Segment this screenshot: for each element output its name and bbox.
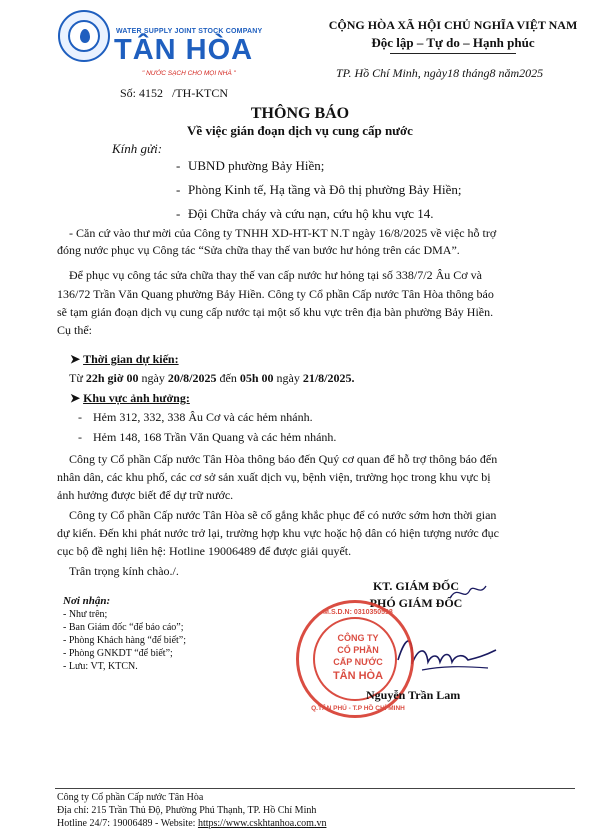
paragraph-line: Để phục vụ công tác sửa chữa thay thế van cấp nước hư hỏng tại số 338/7/2 Âu Cơ và bbox=[69, 268, 482, 282]
paragraph-line: ảnh hưởng được biết để dự trữ nước. bbox=[57, 488, 234, 502]
place-date: TP. Hồ Chí Minh, ngày18 tháng8 năm2025 bbox=[336, 66, 544, 80]
footer-divider bbox=[55, 788, 575, 789]
company-seal: M.S.D.N: 0310350598 CÔNG TY CỔ PHẦN CẤP NƯỚC TÂN HÒA Q.TÂN PHÚ - T.P HỒ CHÍ MINH bbox=[296, 600, 414, 718]
distribution-item: - Như trên; bbox=[63, 609, 108, 620]
paragraph-line: 136/72 Trần Văn Quang phường Bảy Hiền. Công ty Cổ phần Cấp nước Tân Hòa thông báo bbox=[57, 287, 494, 301]
area-item: - Hẻm 312, 332, 338 Âu Cơ và các hẻm nhánh. bbox=[78, 410, 313, 424]
paragraph-line: đóng nước phục vụ Công tác “Sửa chữa thay thế van bước hư hỏng trên các DMA”. bbox=[57, 243, 460, 257]
area-item: - Hẻm 148, 168 Trần Văn Quang và các hẻm nhánh. bbox=[78, 430, 337, 444]
closing-line: Trân trọng kính chào./. bbox=[69, 564, 179, 578]
paragraph-line: dự kiến. Đến khi phát nước trở lại, trường hợp khu vực hoặc hộ dân có hiện tượng nước đục bbox=[57, 526, 500, 540]
distribution-item: - Lưu: VT, KTCN. bbox=[63, 661, 138, 672]
logo-name: TÂN HÒA bbox=[114, 34, 254, 66]
paragraph-line: sẽ tạm gián đoạn dịch vụ cung cấp nước tại một số khu vực trên địa bàn phường Bảy Hiền. bbox=[57, 305, 494, 319]
arrow-right-icon: ➤ bbox=[70, 391, 81, 405]
paragraph-line: Công ty Cổ phần Cấp nước Tân Hòa sẽ cố gắng khắc phục để có nước sớm hơn thời gian bbox=[69, 508, 497, 522]
recipient-item: - Phòng Kinh tế, Hạ tầng và Đô thị phường Bảy Hiền; bbox=[176, 182, 462, 197]
footer-contact: Hotline 24/7: 19006489 - Website: https://www.cskhtanhoa.com.vn bbox=[57, 818, 327, 829]
website-link[interactable]: https://www.cskhtanhoa.com.vn bbox=[197, 818, 327, 829]
distribution-item: - Ban Giám đốc “để báo cáo”; bbox=[63, 622, 184, 633]
footer-address: Địa chỉ: 215 Trần Thủ Độ, Phường Phú Thạnh, TP. Hồ Chí Minh bbox=[57, 805, 317, 816]
paragraph-line: Công ty Cổ phần Cấp nước Tân Hòa thông báo đến Quý cơ quan để hỗ trợ thông báo đến bbox=[69, 452, 498, 466]
logo-tagline: " NƯỚC SẠCH CHO MỌI NHÀ " bbox=[142, 70, 236, 77]
time-heading: ➤ Thời gian dự kiến: bbox=[70, 352, 179, 366]
area-heading: ➤ Khu vực ảnh hưởng: bbox=[70, 391, 190, 405]
recipient-item: - UBND phường Bảy Hiền; bbox=[176, 158, 325, 173]
time-range: Từ 22h giờ 00 ngày 20/8/2025 đến 05h 00 ngày 21/8/2025. bbox=[69, 371, 355, 385]
page-subtitle: Về việc gián đoạn dịch vụ cung cấp nước bbox=[187, 123, 413, 138]
initial-scribble bbox=[448, 582, 488, 604]
motto-underline bbox=[390, 53, 516, 54]
doc-number bbox=[120, 86, 228, 101]
paragraph-line: - Căn cứ vào thư mời của Công ty TNHH XD-HT-KT N.T ngày 16/8/2025 về việc hỗ trợ bbox=[69, 226, 497, 240]
signature-title: KT. GIÁM ĐỐC bbox=[372, 579, 460, 593]
distribution-item: - Phòng Khách hàng “để biết”; bbox=[63, 635, 187, 646]
doc-number-prefix: Số: 4152 bbox=[120, 86, 164, 100]
footer-company: Công ty Cổ phần Cấp nước Tân Hòa bbox=[57, 792, 204, 803]
logo-badge-icon bbox=[58, 10, 110, 62]
paragraph-line: nhân dân, các khu phố, các cơ sở sản xuất dịch vụ, bệnh viện, trường học trong khu vực bị bbox=[57, 470, 491, 484]
country-name: CỘNG HÒA XÃ HỘI CHỦ NGHĨA VIỆT NAM bbox=[328, 18, 578, 32]
paragraph-line: cục bộ đề nghị liên hệ: Hotline 19006489 để được giải quyết. bbox=[57, 544, 352, 558]
national-motto: Độc lập – Tự do – Hạnh phúc bbox=[371, 35, 535, 50]
company-logo bbox=[58, 8, 263, 77]
distribution-label: Nơi nhận: bbox=[63, 595, 111, 607]
recipients-label: Kính gửi: bbox=[112, 141, 163, 156]
logo-top-text: WATER SUPPLY JOINT STOCK COMPANY bbox=[116, 28, 263, 35]
signature-subtitle: PHÓ GIÁM ĐỐC bbox=[369, 596, 463, 610]
page-title: THÔNG BÁO bbox=[250, 105, 350, 122]
arrow-right-icon: ➤ bbox=[70, 352, 81, 366]
recipient-item: - Đội Chữa cháy và cứu nạn, cứu hộ khu vực 14. bbox=[176, 206, 434, 221]
paragraph-line: Cụ thể: bbox=[57, 323, 92, 337]
distribution-item: - Phòng GNKDT “để biết”; bbox=[63, 648, 173, 659]
doc-number-suffix: /TH-KTCN bbox=[172, 86, 229, 100]
signer-name: Nguyễn Trần Lam bbox=[366, 688, 461, 702]
